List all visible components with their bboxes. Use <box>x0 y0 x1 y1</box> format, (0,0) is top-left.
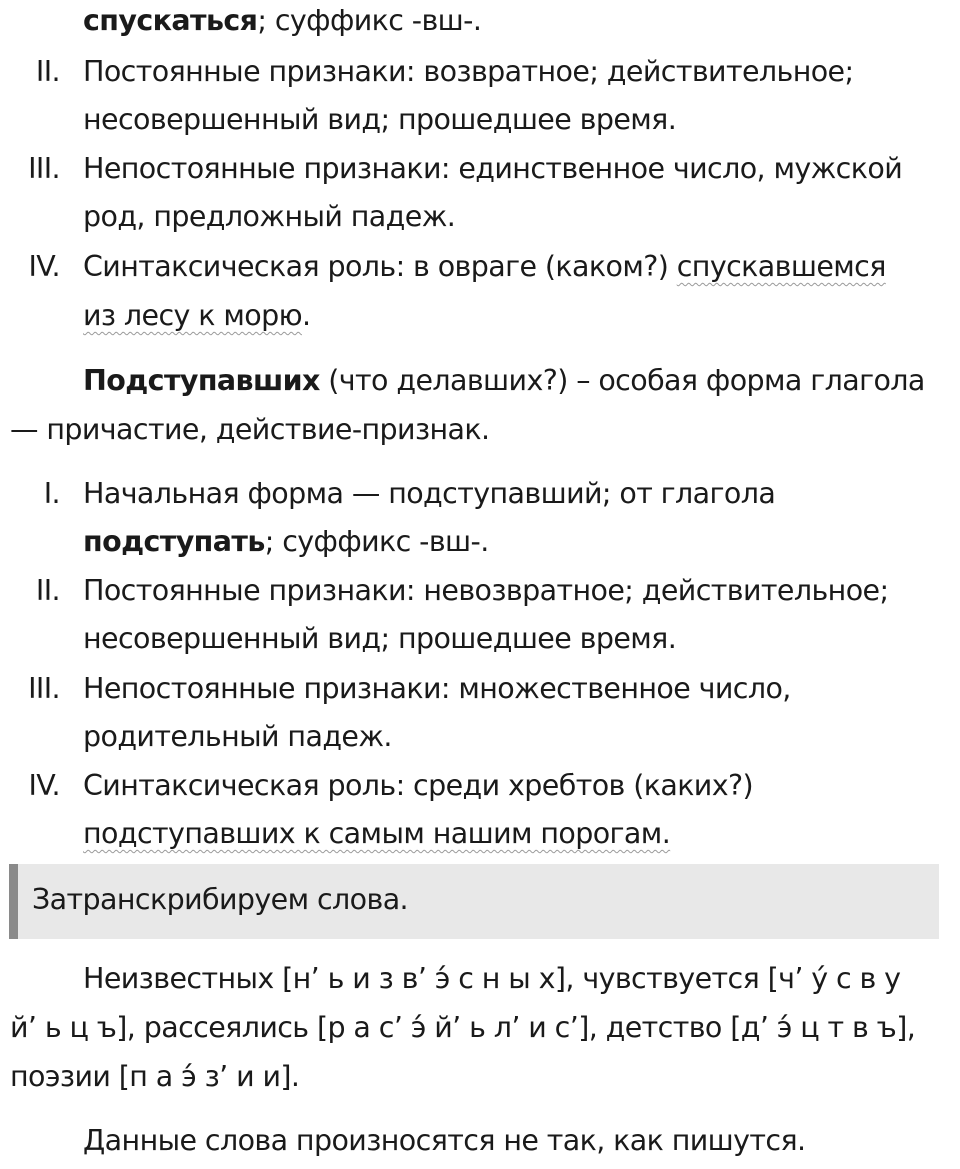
list-number: II. <box>35 55 60 88</box>
transcription-line: поэзии [п а э́ з’ и и]. <box>10 1060 300 1093</box>
banner-text: Затранскрибируем слова. <box>32 883 409 916</box>
verb-bold: подступать <box>83 525 265 558</box>
list-item-text: род, предложный падеж. <box>83 200 456 233</box>
paragraph-line: Подступавших (что делавших?) – особая форма глагола <box>83 364 925 397</box>
spellcheck-underline: из лесу к морю <box>83 299 302 332</box>
list-item-text: Непостоянные признаки: единственное число, мужской <box>83 152 903 185</box>
spellcheck-underline: спускавшемся <box>676 250 886 283</box>
initial-form-line: подступать; суффикс -вш-. <box>83 525 489 558</box>
initial-form-line: спускаться; суффикс -вш-. <box>83 4 482 37</box>
syntax-line: из лесу к морю. <box>83 299 311 332</box>
word-bold: Подступавших <box>83 364 320 397</box>
syntax-line <box>83 817 670 851</box>
list-number: IV. <box>28 769 60 802</box>
list-item-text: Непостоянные признаки: множественное число, <box>83 672 791 705</box>
transcription-line: й’ ь ц ъ], рассеялись [р а с’ э́ й’ ь л’ и с’], детство [д’ э́ ц т в ъ], <box>10 1011 916 1044</box>
list-item-text: родительный падеж. <box>83 720 392 753</box>
spellcheck-underline: подступавших к самым нашим порогам. <box>83 817 671 850</box>
list-number: III. <box>28 672 60 705</box>
section-banner <box>9 864 939 939</box>
list-item-text: Постоянные признаки: невозвратное; действительное; <box>83 574 889 607</box>
list-number: II. <box>35 574 60 607</box>
list-item-text: Начальная форма — подступавший; от глагола <box>83 477 776 510</box>
list-item-text: несовершенный вид; прошедшее время. <box>83 103 677 136</box>
list-number: IV. <box>28 250 60 283</box>
paragraph-line: — причастие, действие-признак. <box>10 413 490 446</box>
syntax-line: Синтаксическая роль: в овраге (каком?) спускавшемся <box>83 250 886 283</box>
transcription-line: Неизвестных [н’ ь и з в’ э́ с н ы х], чувствуется [ч’ у́ с в у <box>83 962 901 995</box>
conclusion-line: Данные слова произносятся не так, как пишутся. <box>83 1124 806 1157</box>
list-item-text: Постоянные признаки: возвратное; действительное; <box>83 55 854 88</box>
verb-bold: спускаться <box>83 4 258 37</box>
list-number: I. <box>43 477 60 510</box>
list-number: III. <box>28 152 60 185</box>
list-item-text: несовершенный вид; прошедшее время. <box>83 622 677 655</box>
syntax-line: Синтаксическая роль: среди хребтов (каких?) <box>83 769 754 802</box>
